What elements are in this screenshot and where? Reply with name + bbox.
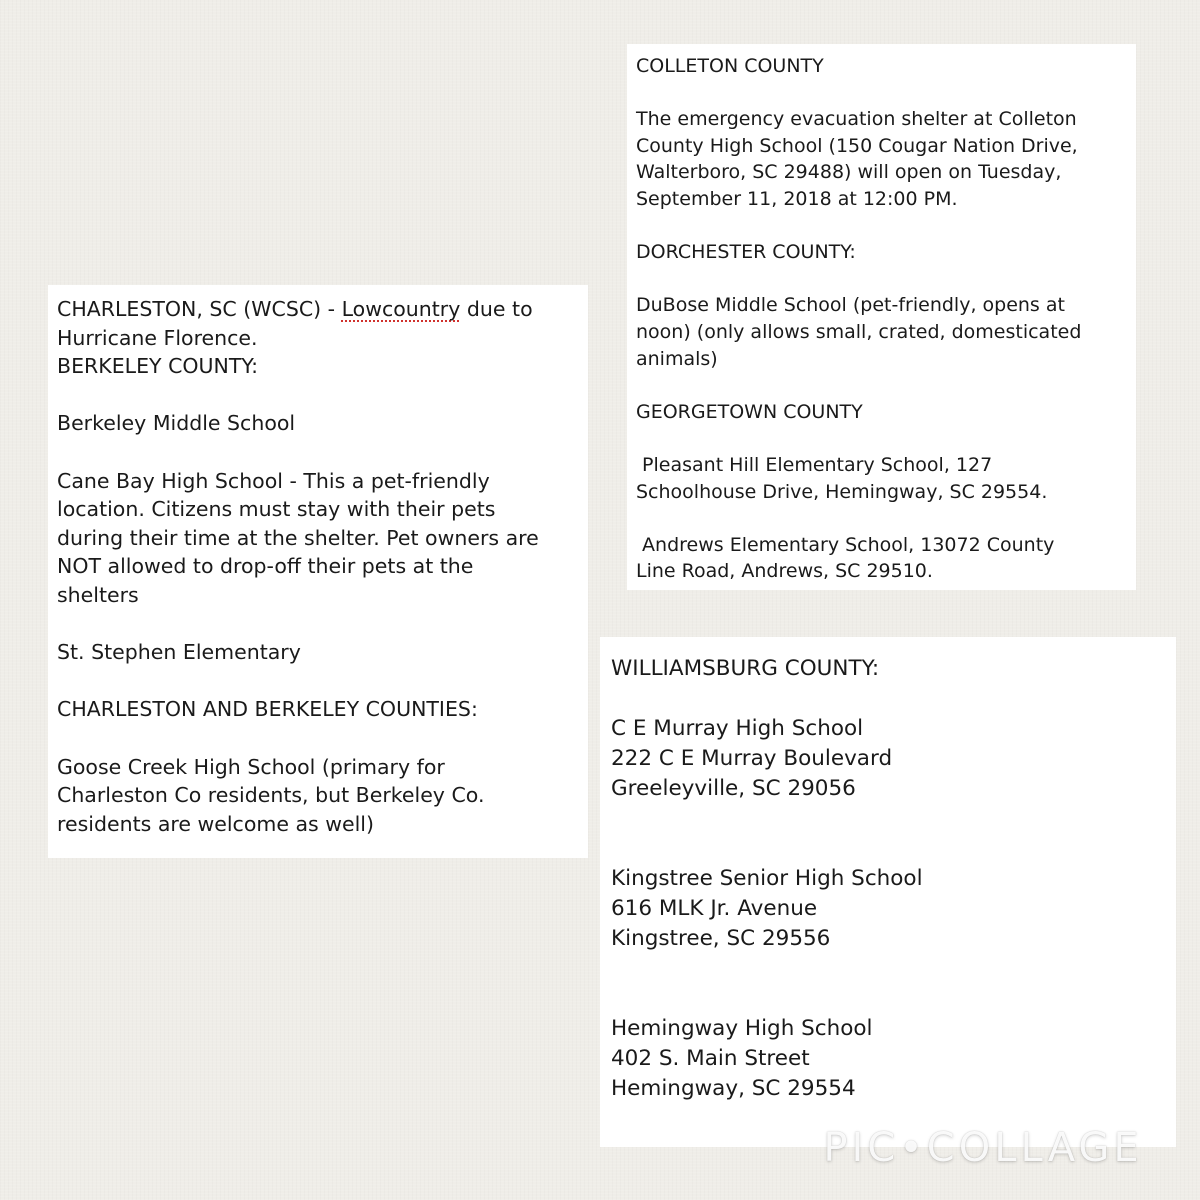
cane-bay-line: Cane Bay High School - This a pet-friendly (57, 468, 490, 493)
spacer (57, 724, 588, 753)
dorchester-county-heading: DORCHESTER COUNTY: (636, 241, 856, 264)
spacer (57, 381, 588, 410)
hemingway-line: Hemingway High School (611, 1016, 873, 1041)
kingstree-line: 616 MLK Jr. Avenue (611, 896, 818, 921)
note-card-colleton-dorchester-georgetown (627, 44, 1136, 590)
goose-creek-line: Goose Creek High School (primary for (57, 754, 445, 779)
intro-suffix: due to (460, 297, 533, 321)
dubose-line: DuBose Middle School (pet-friendly, opens at (636, 294, 1065, 317)
charleston-berkeley-heading: CHARLESTON AND BERKELEY COUNTIES: (57, 697, 478, 722)
murray-line: C E Murray High School (611, 716, 864, 741)
hemingway-line: 402 S. Main Street (611, 1046, 810, 1071)
spacer (57, 438, 588, 467)
williamsburg-county-heading: WILLIAMSBURG COUNTY: (611, 656, 880, 681)
st-stephen-elementary: St. Stephen Elementary (57, 640, 301, 665)
pleasant-hill-line: Pleasant Hill Elementary School, 127 (636, 453, 993, 476)
murray-line: Greeleyville, SC 29056 (611, 776, 856, 801)
spacer (611, 984, 1176, 1014)
intro-line-1 (57, 295, 588, 324)
pleasant-hill-line: Schoolhouse Drive, Hemingway, SC 29554. (636, 480, 1048, 503)
andrews-line: Line Road, Andrews, SC 29510. (636, 560, 933, 583)
spacer (636, 266, 1136, 293)
spacer (611, 804, 1176, 834)
georgetown-county-heading: GEORGETOWN COUNTY (636, 400, 863, 423)
colleton-line: County High School (150 Cougar Nation Drive, (636, 134, 1078, 157)
cane-bay-line: location. Citizens must stay with their pets (57, 497, 496, 522)
spacer (57, 667, 588, 696)
spacer (611, 954, 1176, 984)
dubose-line: animals) (636, 347, 718, 370)
spacer (636, 80, 1136, 107)
spacer (611, 684, 1176, 714)
spacer (636, 372, 1136, 399)
pic-collage-watermark: PIC•COLLAGE (823, 1125, 1143, 1171)
cane-bay-line: shelters (57, 582, 139, 607)
note-card-charleston-berkeley (48, 285, 588, 858)
spacer (636, 425, 1136, 452)
hemingway-line: Hemingway, SC 29554 (611, 1076, 856, 1101)
dubose-line: noon) (only allows small, crated, domesticated (636, 320, 1082, 343)
colleton-line: The emergency evacuation shelter at Colleton (636, 108, 1077, 131)
berkeley-middle-school: Berkeley Middle School (57, 411, 296, 436)
spacer (611, 834, 1176, 864)
berkeley-county-heading: BERKELEY COUNTY: (57, 354, 259, 379)
kingstree-line: Kingstree, SC 29556 (611, 926, 831, 951)
colleton-county-heading: COLLETON COUNTY (636, 55, 824, 77)
cane-bay-line: NOT allowed to drop-off their pets at the (57, 554, 474, 579)
andrews-line: Andrews Elementary School, 13072 County (636, 533, 1055, 556)
intro-prefix: CHARLESTON, SC (WCSC) - (57, 297, 342, 321)
cane-bay-line: during their time at the shelter. Pet owners are (57, 525, 539, 550)
spacer (636, 505, 1136, 532)
intro-line-2: Hurricane Florence. (57, 325, 258, 350)
goose-creek-line: Charleston Co residents, but Berkeley Co. (57, 783, 485, 808)
colleton-line: September 11, 2018 at 12:00 PM. (636, 187, 958, 210)
kingstree-line: Kingstree Senior High School (611, 866, 923, 891)
goose-creek-line: residents are welcome as well) (57, 811, 374, 836)
spacer (636, 213, 1136, 240)
misspelled-word: Lowcountry (341, 297, 461, 321)
colleton-line: Walterboro, SC 29488) will open on Tuesday, (636, 161, 1062, 184)
note-card-williamsburg (600, 637, 1176, 1147)
murray-line: 222 C E Murray Boulevard (611, 746, 893, 771)
spacer (57, 610, 588, 639)
